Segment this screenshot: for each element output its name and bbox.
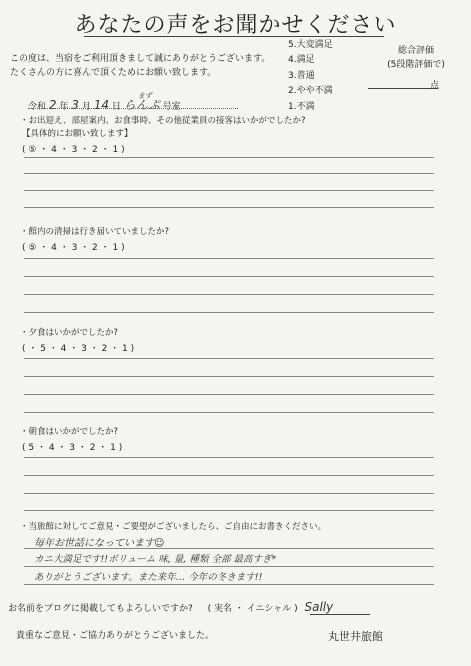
answer-line [24, 475, 434, 476]
rating-cleaning[interactable]: ( ⑤ ・ 4 ・ 3 ・ 2 ・ 1 ) [22, 243, 125, 253]
scale-item: 5.大変満足 [288, 40, 333, 50]
comment-line[interactable]: 毎年お世話になっています☺ [34, 538, 165, 549]
answer-line [24, 510, 434, 511]
rating-breakfast[interactable]: ( 5 ・ 4 ・ 3 ・ 2 ・ 1 ) [22, 443, 123, 453]
answer-line [24, 258, 434, 259]
answer-line [24, 584, 434, 585]
date-underline [28, 108, 238, 109]
room-value[interactable]: らんぷ [123, 98, 160, 112]
answer-line [24, 173, 434, 174]
question-breakfast: ・朝食はいかがでしたか? [20, 427, 119, 437]
answer-line [24, 394, 434, 395]
overall-subtitle: (5段階評価で) [387, 60, 445, 70]
title-underline [84, 36, 384, 37]
month-value[interactable]: 3 [71, 98, 79, 112]
scale-item: 3.普通 [288, 70, 315, 81]
rating-scale-legend [288, 38, 333, 115]
question-service: ・お出迎え、部屋案内、お食事時、その他従業員の接客はいかがでしたか? [20, 116, 306, 126]
day-unit: 日 [111, 102, 121, 112]
rating-service[interactable]: ( ⑤ ・ 4 ・ 3 ・ 2 ・ 1 ) [22, 145, 125, 155]
answer-line [24, 294, 434, 295]
overall-rating [372, 44, 460, 72]
overall-score-field[interactable] [368, 88, 438, 89]
scale-item: 2.やや不満 [288, 86, 333, 97]
answer-line [24, 457, 434, 458]
overall-title: 総合評価 [397, 46, 434, 56]
answer-line [24, 358, 434, 359]
guest-name[interactable]: Sally [304, 600, 334, 614]
blog-question: お名前をブログに掲載してもよろしいですか? [8, 604, 193, 614]
page-title: あなたの声をお聞かせください [74, 13, 397, 38]
question-cleaning: ・館内の清掃は行き届いていましたか? [20, 227, 170, 237]
thanks-text: 貴重なご意見・ご協力ありがとうございました。 [16, 631, 215, 641]
intro-line: たくさんの方に喜んで頂くためにお願い致します。 [10, 68, 217, 78]
room-ruby: まず [137, 92, 152, 100]
year-unit: 年 [59, 102, 69, 112]
answer-line [24, 312, 434, 313]
name-underline [310, 614, 370, 615]
name-options[interactable]: ( 実名 ・ イニシャル ) [207, 604, 298, 614]
intro-text [10, 52, 270, 80]
answer-line [24, 157, 434, 158]
answer-line [24, 548, 434, 549]
answer-line [24, 566, 434, 567]
scale-item: 4.満足 [288, 55, 315, 66]
rating-dinner[interactable]: ( ・ 5 ・ 4 ・ 3 ・ 2 ・ 1 ) [22, 344, 135, 354]
comment-line[interactable]: ありがとうございます。また来年… 今年の冬きます!! [34, 572, 263, 583]
answer-line [24, 190, 434, 191]
stay-date-row [28, 92, 181, 113]
scale-item: 1.不満 [288, 101, 315, 112]
answer-line [24, 412, 434, 413]
blog-permission [8, 600, 333, 614]
question-note: 【具体的にお願い致します】 [22, 129, 133, 139]
month-unit: 月 [81, 102, 91, 112]
intro-line: この度は、当宿をご利用頂きまして誠にありがとうございます。 [10, 54, 271, 64]
answer-line [24, 207, 434, 208]
question-comments: ・当旅館に対してご意見・ご要望がございましたら、ご自由にお書きください。 [20, 522, 327, 532]
answer-line [24, 276, 434, 277]
question-dinner: ・夕食はいかがでしたか? [20, 328, 119, 338]
year-value[interactable]: 2 [48, 98, 57, 112]
answer-line [24, 376, 434, 377]
day-value[interactable]: 14 [93, 98, 109, 112]
inn-name: 丸世井旅館 [328, 630, 383, 643]
overall-unit: 点 [430, 81, 440, 91]
era-label: 令和 [28, 102, 47, 112]
comment-line[interactable]: カニ大満足です!!ボリューム 味, 量, 種類 全部 最高すぎ* [34, 554, 277, 565]
room-unit: 号室 [162, 102, 181, 112]
answer-line [24, 493, 434, 494]
